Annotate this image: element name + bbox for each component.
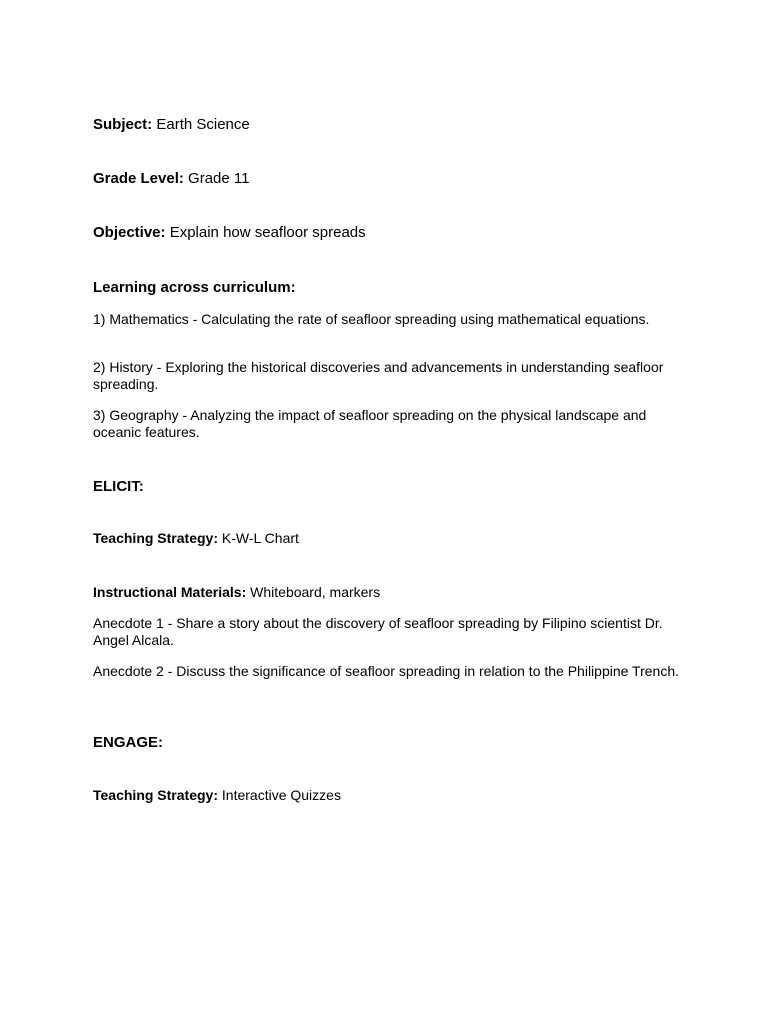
anecdote-item: Anecdote 2 - Discuss the significance of seafloor spreading in relation to the Philippine Trench. bbox=[93, 663, 680, 679]
subject-line bbox=[93, 116, 693, 133]
objective-value: Explain how seafloor spreads bbox=[169, 224, 366, 241]
grade-level-value: Grade 11 bbox=[188, 170, 250, 187]
engage-strategy-value: Interactive Quizzes bbox=[221, 787, 341, 803]
learning-item: 3) Geography - Analyzing the impact of seafloor spreading on the physical landscape and oceanic features. bbox=[93, 407, 647, 440]
subject-label: Subject: bbox=[93, 116, 153, 133]
engage-strategy-line bbox=[93, 787, 693, 804]
elicit-strategy-label: Teaching Strategy: bbox=[93, 530, 218, 546]
objective-label: Objective: bbox=[93, 224, 166, 241]
learning-item: 1) Mathematics - Calculating the rate of seafloor spreading using mathematical equations. bbox=[93, 311, 650, 327]
learning-heading: Learning across curriculum: bbox=[93, 279, 296, 296]
elicit-materials-label: Instructional Materials: bbox=[93, 584, 247, 600]
learning-item: 2) History - Exploring the historical discoveries and advancements in understanding seafloor spreading. bbox=[93, 359, 664, 392]
elicit-materials-value: Whiteboard, markers bbox=[250, 584, 381, 600]
grade-level-label: Grade Level: bbox=[93, 170, 184, 187]
elicit-strategy-value: K-W-L Chart bbox=[221, 530, 299, 546]
grade-level-line bbox=[93, 170, 693, 187]
engage-strategy-label: Teaching Strategy: bbox=[93, 787, 218, 803]
elicit-strategy-line bbox=[93, 530, 693, 547]
elicit-heading: ELICIT: bbox=[93, 478, 144, 495]
subject-value: Earth Science bbox=[156, 116, 250, 133]
elicit-materials-line bbox=[93, 584, 693, 601]
anecdote-item: Anecdote 1 - Share a story about the discovery of seafloor spreading by Filipino scientist Dr. Angel Alcala. bbox=[93, 615, 663, 648]
objective-line bbox=[93, 224, 693, 241]
engage-heading: ENGAGE: bbox=[93, 734, 164, 751]
